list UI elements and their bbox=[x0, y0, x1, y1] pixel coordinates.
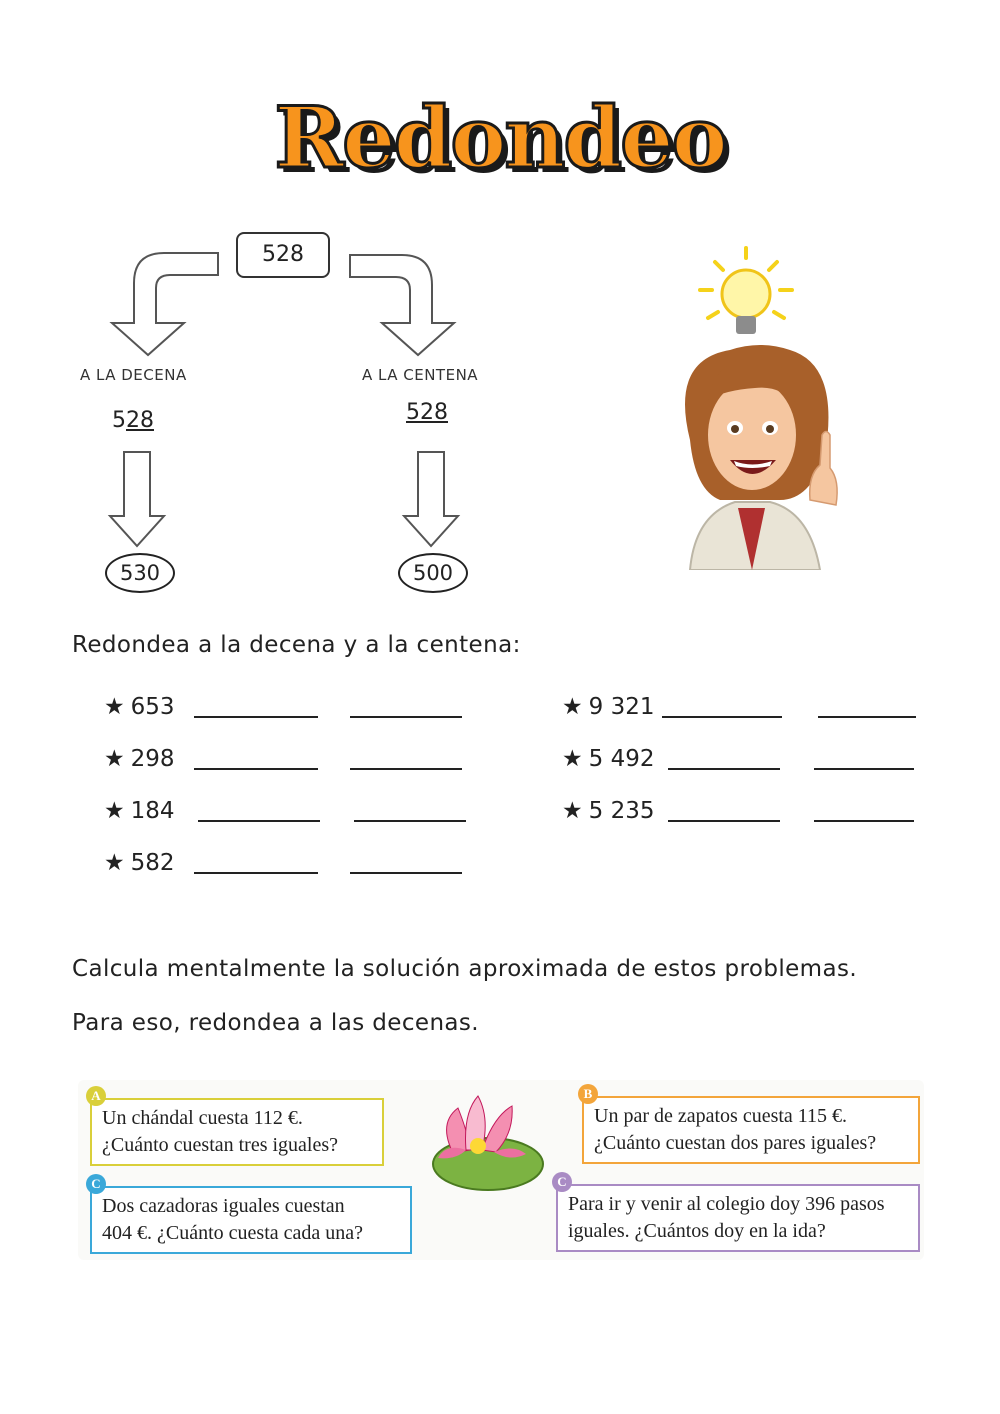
right-item bbox=[562, 746, 654, 772]
answer-line-centena[interactable] bbox=[818, 716, 916, 718]
exercise1-instruction: Redondea a la decena y a la centena: bbox=[72, 632, 521, 658]
rounding-diagram bbox=[60, 220, 540, 600]
answer-line-decena[interactable] bbox=[194, 872, 318, 874]
left-label: A LA DECENA bbox=[80, 366, 187, 384]
problem-badge: C bbox=[552, 1172, 572, 1192]
left-item bbox=[104, 798, 175, 824]
left-item bbox=[104, 850, 175, 876]
answer-line-centena[interactable] bbox=[814, 820, 914, 822]
problem-box-2 bbox=[90, 1186, 412, 1254]
lightbulb-base bbox=[736, 316, 756, 334]
water-lily-icon bbox=[408, 1088, 548, 1198]
right-number bbox=[406, 400, 448, 425]
problem-badge: C bbox=[86, 1174, 106, 1194]
right-curved-arrow bbox=[350, 255, 454, 355]
problem-text: ¿Cuánto cuestan tres iguales? bbox=[102, 1134, 339, 1156]
right-number-underlined: 528 bbox=[406, 400, 448, 425]
problem-badge: B bbox=[578, 1084, 598, 1104]
star-icon: ★ bbox=[104, 850, 125, 876]
right-number: 5 235 bbox=[588, 798, 655, 824]
left-curved-arrow bbox=[112, 253, 218, 355]
right-result-oval: 500 bbox=[398, 553, 468, 593]
problem-text: Un chándal cuesta 112 €. bbox=[102, 1107, 303, 1129]
star-icon: ★ bbox=[562, 694, 583, 720]
problem-text: 404 €. ¿Cuánto cuesta cada una? bbox=[102, 1222, 364, 1244]
right-number: 5 492 bbox=[588, 746, 655, 772]
answer-line-decena[interactable] bbox=[198, 820, 320, 822]
page-title-text: Redondeo bbox=[274, 88, 726, 187]
star-icon: ★ bbox=[104, 798, 125, 824]
exercise2-instruction-2: Para eso, redondea a las decenas. bbox=[72, 1010, 480, 1036]
left-number: 653 bbox=[130, 694, 175, 720]
star-icon: ★ bbox=[562, 798, 583, 824]
problem-text: ¿Cuánto cuestan dos pares iguales? bbox=[594, 1132, 877, 1154]
right-label: A LA CENTENA bbox=[362, 366, 479, 384]
problem-text: Dos cazadoras iguales cuestan bbox=[102, 1195, 345, 1217]
right-item bbox=[562, 694, 654, 720]
problem-box-0 bbox=[90, 1098, 384, 1166]
page-title bbox=[0, 88, 1000, 188]
lightbulb-icon bbox=[722, 270, 770, 318]
start-number-box: 528 bbox=[236, 232, 330, 278]
problem-text: iguales. ¿Cuántos doy en la ida? bbox=[568, 1220, 826, 1242]
problem-box-1 bbox=[582, 1096, 920, 1164]
left-number bbox=[112, 408, 154, 433]
problem-badge: A bbox=[86, 1086, 106, 1106]
star-icon: ★ bbox=[562, 746, 583, 772]
right-item bbox=[562, 798, 654, 824]
left-result-oval: 530 bbox=[105, 553, 175, 593]
answer-line-decena[interactable] bbox=[668, 820, 780, 822]
answer-line-centena[interactable] bbox=[814, 768, 914, 770]
answer-line-centena[interactable] bbox=[350, 768, 462, 770]
problem-text: Para ir y venir al colegio doy 396 pasos bbox=[568, 1193, 885, 1215]
left-number: 298 bbox=[130, 746, 175, 772]
answer-line-decena[interactable] bbox=[194, 768, 318, 770]
problem-box-3 bbox=[556, 1184, 920, 1252]
problem-text: Un par de zapatos cuesta 115 €. bbox=[594, 1105, 848, 1127]
teacher-avatar bbox=[660, 240, 860, 570]
answer-line-decena[interactable] bbox=[662, 716, 782, 718]
left-item bbox=[104, 746, 175, 772]
star-icon: ★ bbox=[104, 694, 125, 720]
right-number: 9 321 bbox=[588, 694, 655, 720]
right-down-arrow bbox=[404, 452, 458, 546]
left-down-arrow bbox=[110, 452, 164, 546]
answer-line-decena[interactable] bbox=[194, 716, 318, 718]
left-item bbox=[104, 694, 175, 720]
left-number-underlined: 28 bbox=[126, 408, 154, 433]
exercise2-instruction-1: Calcula mentalmente la solución aproximada de estos problemas. bbox=[72, 956, 858, 982]
left-number: 184 bbox=[130, 798, 175, 824]
answer-line-decena[interactable] bbox=[668, 768, 780, 770]
answer-line-centena[interactable] bbox=[350, 872, 462, 874]
answer-line-centena[interactable] bbox=[354, 820, 466, 822]
problems-panel bbox=[78, 1080, 924, 1260]
star-icon: ★ bbox=[104, 746, 125, 772]
answer-line-centena[interactable] bbox=[350, 716, 462, 718]
left-number-plain: 5 bbox=[112, 408, 126, 433]
left-number: 582 bbox=[130, 850, 175, 876]
